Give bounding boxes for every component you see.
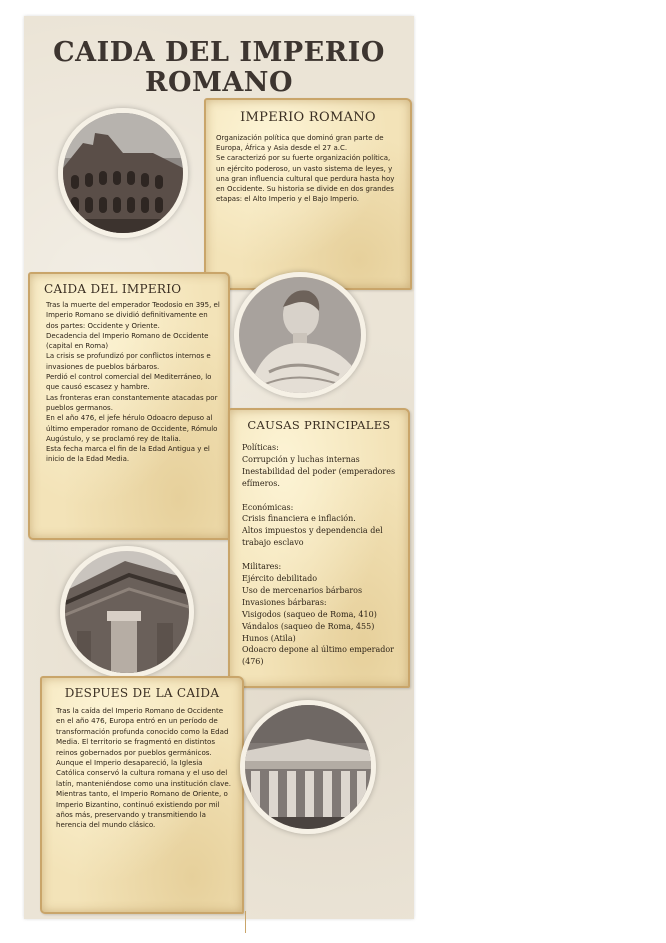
despues-caida-text: Tras la caída del Imperio Romano de Occidente en el año 476, Europa entró en un período de transformación profunda conocido como la Edad Media. El territorio se fragmentó en distintos reinos gobernados por pueblos germánicos. Aunque el Imperio desapareció, la Iglesia Católica conservó la cultura romana y el uso del latín, manteniéndose como una institución clave. Mientras tanto, el Imperio Romano de Oriente, o Imperio Bizantino, continuó existiendo por mil años más, preservando y transmitiendo la herencia del mundo clásico. [56,706,231,830]
caida-imperio-heading: CAIDA DEL IMPERIO [44,282,182,296]
imperio-romano-text: Organización política que dominó gran parte de Europa, África y Asia desde el 27 a.C. Se caracterizó por su fuerte organización política, un ejército poderoso, un vasto sistema de leyes, y una gran influencia cultural que perdura hasta hoy en Occidente. Su historia se divide en dos grandes etapas: el Alto Imperio y el Bajo Imperio. [216,134,395,204]
causas-principales-panel [228,408,410,688]
causas-principales-heading: CAUSAS PRINCIPALES [247,418,391,432]
causas-principales-text: Políticas: Corrupción y luchas internas Inestabilidad del poder (emperadores efímeros. Económicas: Crisis financiera e inflación. Altos impuestos y dependencia del trabajo esclavo Militares: Ejército debilitado Uso de mercenarios bárbaros Invasiones bárbaras: Visigodos (saqueo de Roma, 410) Vándalos (saqueo de Roma, 455) Hunos (Atila) Odoacro depone al último emperador (476) [242,443,396,667]
caesar-statue-photo [234,272,366,398]
caida-imperio-text: Tras la muerte del emperador Teodosio en 395, el Imperio Romano se dividió definitivamente en dos partes: Occidente y Oriente. Decadencia del Imperio Romano de Occidente (capital en Roma) La crisis se profundizó por conflictos internos e invasiones de pueblos bárbaros. Perdió el control comercial del Mediterráneo, lo que causó escasez y hambre. Las fronteras eran constantemente atacadas por pueblos germanos. En el año 476, el jefe hérulo Odoacro depuso al último emperador romano de Occidente, Rómulo Augústulo, y se proclamó rey de Italia. Esta fecha marca el fin de la Edad Antigua y el inicio de la Edad Media. [46,301,220,464]
poster-title: CAIDA DEL IMPERIO ROMANO [53,37,385,98]
infographic-poster [24,16,414,919]
despues-caida-panel [40,676,244,914]
caida-imperio-panel [28,272,230,540]
bottom-divider [245,911,246,933]
despues-caida-heading: DESPUES DE LA CAIDA [64,686,220,700]
colosseum-photo [58,108,188,238]
imperio-romano-heading: IMPERIO ROMANO [240,110,376,125]
imperio-romano-panel [204,98,412,290]
greek-temple-photo [240,700,376,834]
corinthian-ruins-photo [60,546,194,678]
